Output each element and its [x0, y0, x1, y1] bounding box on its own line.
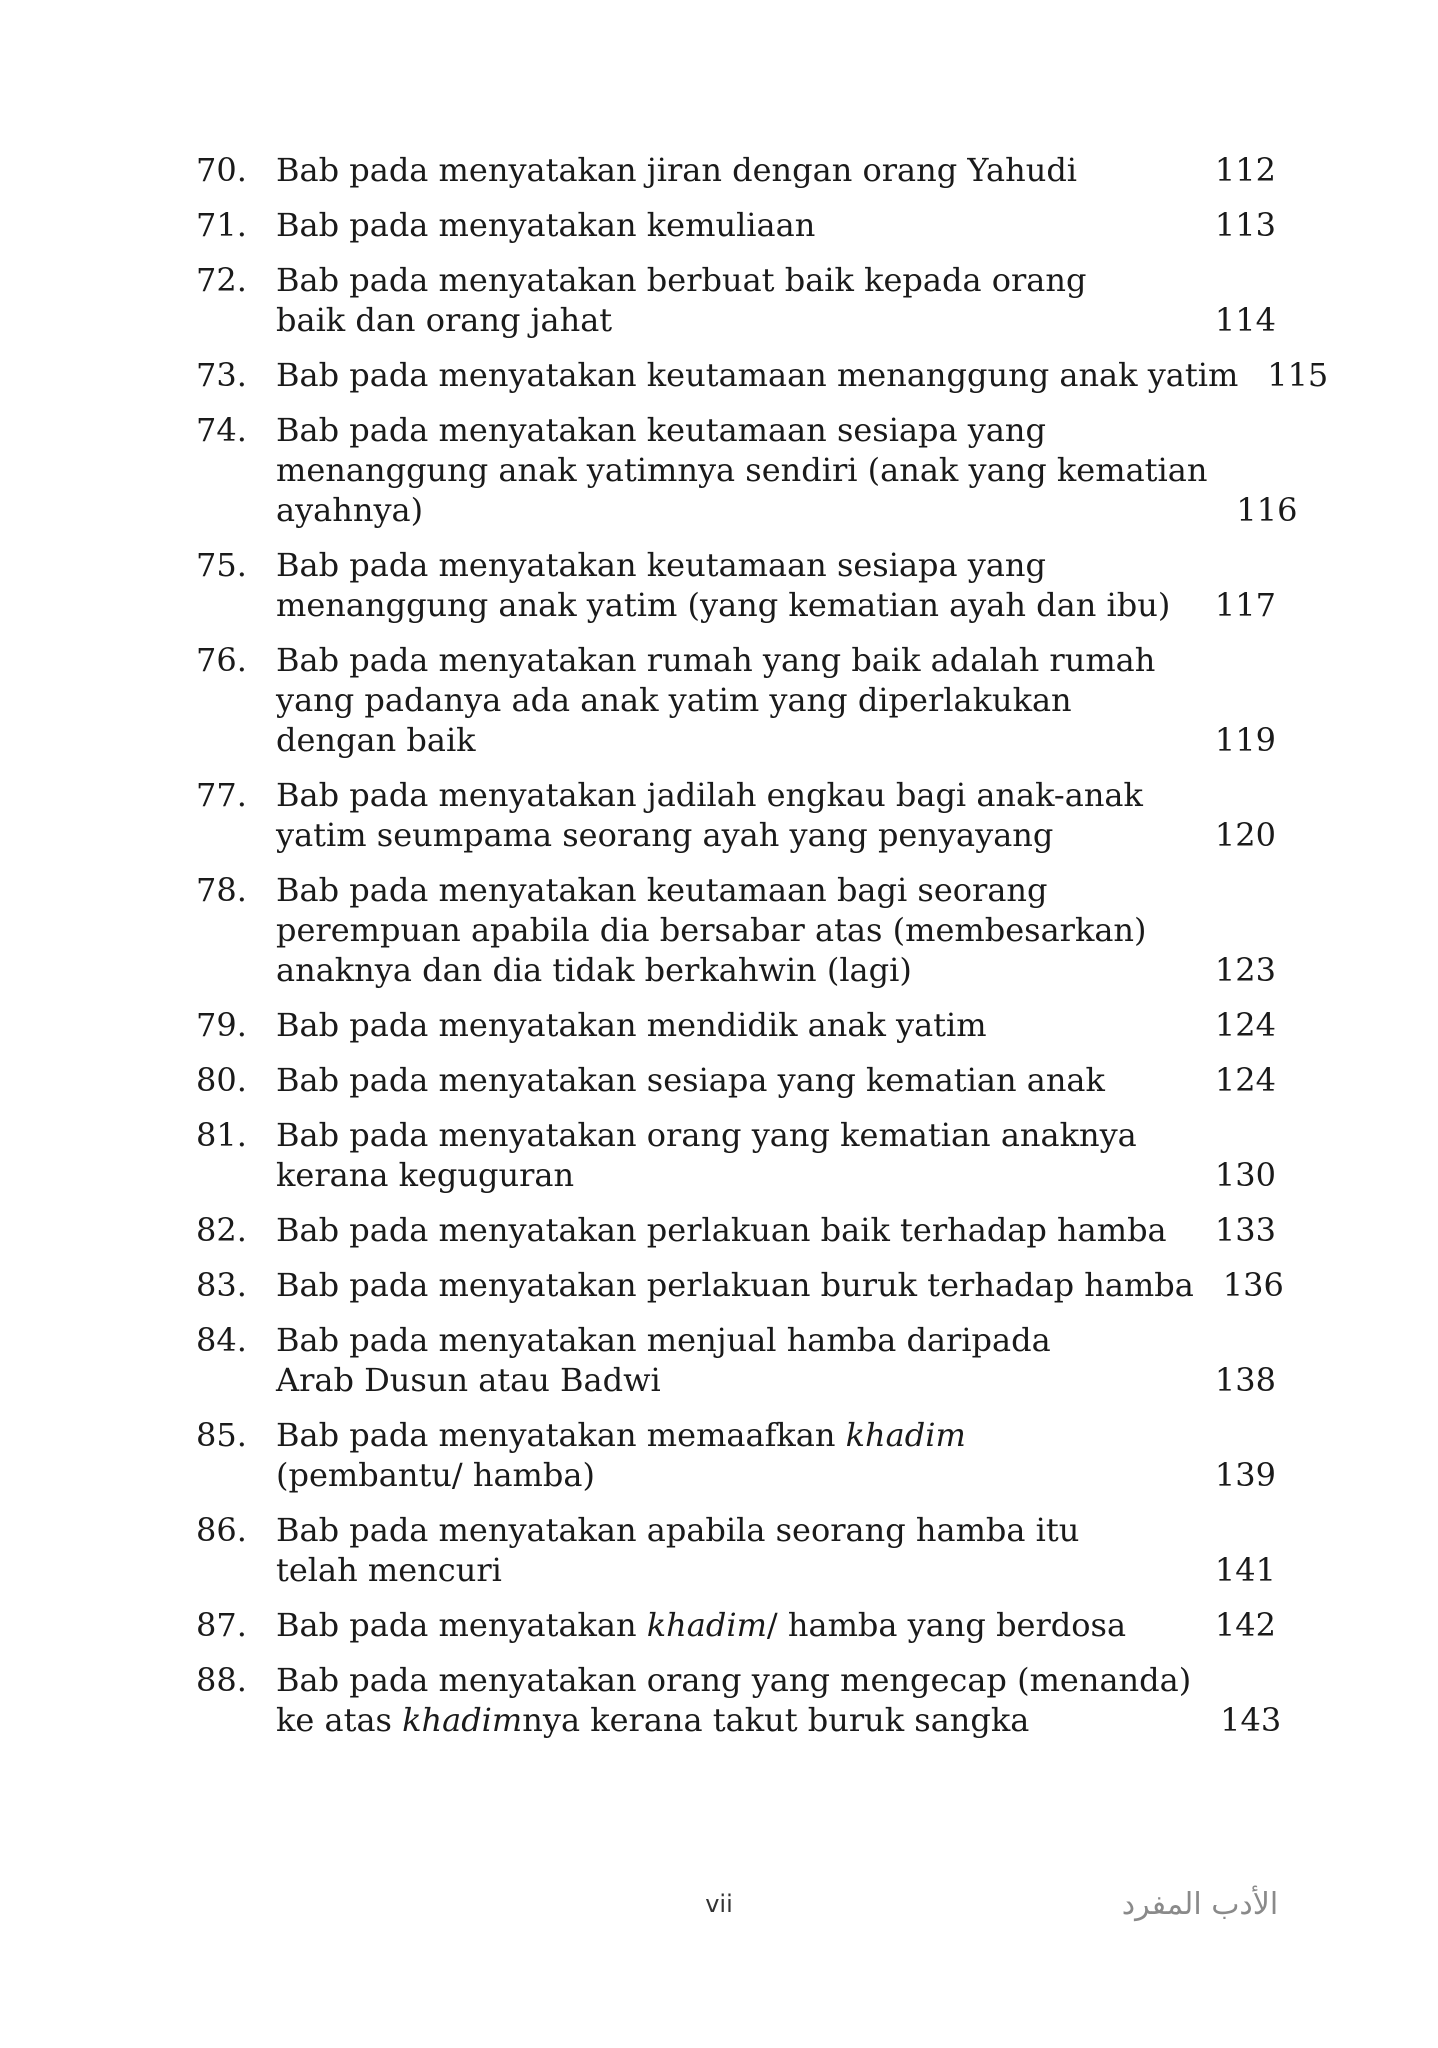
- title-text: ke atas: [276, 1701, 403, 1739]
- entry-page-number: 113: [1214, 206, 1276, 244]
- title-text: nya kerana takut buruk sangka: [522, 1701, 1030, 1739]
- entry-number: 79.: [196, 1006, 247, 1044]
- entry-page-number: 142: [1214, 1606, 1276, 1644]
- title-text: perempuan apabila dia bersabar atas (membesarkan): [276, 911, 1147, 949]
- entry-number: 85.: [196, 1416, 247, 1454]
- entry-number: 71.: [196, 206, 247, 244]
- entry-number: 72.: [196, 261, 247, 299]
- toc-entry: [196, 260, 1276, 340]
- entry-title-line: [276, 720, 1186, 760]
- entry-number: 88.: [196, 1661, 247, 1699]
- entry-page-number: 136: [1222, 1266, 1284, 1304]
- entry-page-number: 120: [1214, 816, 1276, 854]
- entry-page-number: 123: [1214, 951, 1276, 989]
- entry-number: 80.: [196, 1061, 247, 1099]
- entry-title-line: [276, 1115, 1186, 1155]
- entry-title-line: [276, 640, 1186, 680]
- title-text: Bab pada menyatakan memaafkan: [276, 1416, 846, 1454]
- title-text: Bab pada menyatakan orang yang mengecap (menanda): [276, 1661, 1192, 1699]
- entry-number: 70.: [196, 151, 247, 189]
- entry-page-number: 141: [1214, 1551, 1276, 1589]
- entry-number: 83.: [196, 1266, 247, 1304]
- entry-title-line: [276, 1660, 1191, 1700]
- table-of-contents: [196, 150, 1329, 1755]
- toc-entry: [196, 150, 1276, 190]
- entry-title-line: [276, 870, 1186, 910]
- toc-entry: [196, 1415, 1276, 1495]
- entry-title-line: [276, 1415, 1186, 1455]
- entry-title-line: [276, 410, 1207, 450]
- entry-title-line: [276, 1005, 1186, 1045]
- entry-title-line: [276, 1455, 1186, 1495]
- toc-entry: [196, 1265, 1284, 1305]
- entry-title: [276, 775, 1186, 855]
- entry-title-line: [276, 775, 1186, 815]
- entry-title: [276, 1060, 1186, 1100]
- entry-page-number: 116: [1236, 491, 1298, 529]
- entry-page-number: 117: [1214, 586, 1276, 624]
- title-text: Bab pada menyatakan keutamaan bagi seorang: [276, 871, 1048, 909]
- entry-title: [276, 1605, 1186, 1645]
- entry-title-line: [276, 545, 1186, 585]
- entry-page-number: 115: [1267, 356, 1329, 394]
- entry-title: [276, 260, 1186, 340]
- toc-entry: [196, 775, 1276, 855]
- entry-title-line: [276, 300, 1186, 340]
- toc-entry: [196, 640, 1276, 760]
- entry-page-number: 119: [1214, 721, 1276, 759]
- title-text: Bab pada menyatakan mendidik anak yatim: [276, 1006, 987, 1044]
- entry-title-line: [276, 1700, 1191, 1740]
- title-text: Bab pada menyatakan jadilah engkau bagi anak-anak: [276, 776, 1143, 814]
- entry-title-line: [276, 260, 1186, 300]
- toc-entry: [196, 1510, 1276, 1590]
- entry-number: 78.: [196, 871, 247, 909]
- title-text: Bab pada menyatakan kemuliaan: [276, 206, 816, 244]
- title-text: ayahnya): [276, 491, 424, 529]
- title-text: kerana keguguran: [276, 1156, 575, 1194]
- entry-title: [276, 640, 1186, 760]
- page-number: vii: [705, 1890, 733, 1918]
- entry-page-number: 124: [1214, 1006, 1276, 1044]
- entry-page-number: 133: [1214, 1211, 1276, 1249]
- title-text: Bab pada menyatakan perlakuan baik terhadap hamba: [276, 1211, 1167, 1249]
- title-text: Bab pada menyatakan menjual hamba daripada: [276, 1321, 1051, 1359]
- entry-title-line: [276, 1265, 1194, 1305]
- title-text: Bab pada menyatakan rumah yang baik adalah rumah: [276, 641, 1156, 679]
- italic-term: khadim: [402, 1701, 523, 1739]
- toc-entry: [196, 1005, 1276, 1045]
- entry-title-line: [276, 1510, 1186, 1550]
- entry-title-line: [276, 1360, 1186, 1400]
- title-text: telah mencuri: [276, 1551, 502, 1589]
- entry-title: [276, 1660, 1191, 1740]
- toc-entry: [196, 1605, 1276, 1645]
- entry-number: 74.: [196, 411, 247, 449]
- title-text: menanggung anak yatimnya sendiri (anak yang kematian: [276, 451, 1208, 489]
- entry-number: 75.: [196, 546, 247, 584]
- book-title-calligraphy-logo: [1121, 1872, 1279, 1932]
- entry-title-line: [276, 355, 1238, 395]
- entry-page-number: 124: [1214, 1061, 1276, 1099]
- entry-number: 77.: [196, 776, 247, 814]
- entry-title-line: [276, 490, 1207, 530]
- entry-title-line: [276, 1210, 1186, 1250]
- toc-entry: [196, 545, 1276, 625]
- entry-title: [276, 1210, 1186, 1250]
- title-text: Arab Dusun atau Badwi: [276, 1361, 661, 1399]
- title-text: Bab pada menyatakan orang yang kematian anaknya: [276, 1116, 1137, 1154]
- toc-entry: [196, 1115, 1276, 1195]
- entry-title-line: [276, 815, 1186, 855]
- entry-title-line: [276, 585, 1186, 625]
- entry-page-number: 112: [1214, 151, 1276, 189]
- italic-term: khadim: [845, 1416, 966, 1454]
- title-text: dengan baik: [276, 721, 476, 759]
- title-text: baik dan orang jahat: [276, 301, 613, 339]
- entry-page-number: 114: [1214, 301, 1276, 339]
- entry-title-line: [276, 1605, 1186, 1645]
- entry-title-line: [276, 910, 1186, 950]
- entry-title: [276, 410, 1207, 530]
- toc-entry: [196, 1660, 1282, 1740]
- title-text: / hamba yang berdosa: [766, 1606, 1127, 1644]
- toc-entry: [196, 1320, 1276, 1400]
- entry-title: [276, 1265, 1194, 1305]
- logo-text: الأدب المفرد: [1121, 1887, 1279, 1922]
- toc-entry: [196, 870, 1276, 990]
- entry-title: [276, 1115, 1186, 1195]
- entry-number: 73.: [196, 356, 247, 394]
- entry-title: [276, 355, 1238, 395]
- toc-entry: [196, 355, 1329, 395]
- entry-number: 81.: [196, 1116, 247, 1154]
- toc-entry: [196, 205, 1276, 245]
- entry-title: [276, 545, 1186, 625]
- title-text: Bab pada menyatakan perlakuan buruk terhadap hamba: [276, 1266, 1194, 1304]
- entry-title-line: [276, 450, 1207, 490]
- entry-page-number: 138: [1214, 1361, 1276, 1399]
- title-text: Bab pada menyatakan keutamaan menanggung anak yatim: [276, 356, 1239, 394]
- title-text: Bab pada menyatakan keutamaan sesiapa yang: [276, 546, 1047, 584]
- entry-title-line: [276, 205, 1186, 245]
- toc-entry: [196, 1060, 1276, 1100]
- entry-title-line: [276, 1060, 1186, 1100]
- title-text: Bab pada menyatakan keutamaan sesiapa yang: [276, 411, 1047, 449]
- entry-title-line: [276, 1550, 1186, 1590]
- entry-number: 87.: [196, 1606, 247, 1644]
- entry-title-line: [276, 1320, 1186, 1360]
- title-text: Bab pada menyatakan apabila seorang hamba itu: [276, 1511, 1080, 1549]
- title-text: Bab pada menyatakan berbuat baik kepada orang: [276, 261, 1087, 299]
- title-text: anaknya dan dia tidak berkahwin (lagi): [276, 951, 912, 989]
- title-text: Bab pada menyatakan jiran dengan orang Yahudi: [276, 151, 1078, 189]
- title-text: yatim seumpama seorang ayah yang penyayang: [276, 816, 1054, 854]
- entry-page-number: 143: [1220, 1701, 1282, 1739]
- entry-number: 86.: [196, 1511, 247, 1549]
- entry-page-number: 139: [1214, 1456, 1276, 1494]
- title-text: yang padanya ada anak yatim yang diperlakukan: [276, 681, 1072, 719]
- entry-title: [276, 870, 1186, 990]
- title-text: Bab pada menyatakan: [276, 1606, 647, 1644]
- entry-number: 84.: [196, 1321, 247, 1359]
- entry-title: [276, 205, 1186, 245]
- entry-title-line: [276, 150, 1186, 190]
- title-text: (pembantu/ hamba): [276, 1456, 595, 1494]
- entry-title-line: [276, 1155, 1186, 1195]
- entry-title-line: [276, 680, 1186, 720]
- entry-page-number: 130: [1214, 1156, 1276, 1194]
- entry-title: [276, 1510, 1186, 1590]
- entry-title: [276, 1320, 1186, 1400]
- entry-title: [276, 150, 1186, 190]
- toc-entry: [196, 1210, 1276, 1250]
- entry-number: 76.: [196, 641, 247, 679]
- title-text: menanggung anak yatim (yang kematian ayah dan ibu): [276, 586, 1171, 624]
- entry-number: 82.: [196, 1211, 247, 1249]
- entry-title: [276, 1415, 1186, 1495]
- entry-title-line: [276, 950, 1186, 990]
- italic-term: khadim: [646, 1606, 767, 1644]
- toc-entry: [196, 410, 1298, 530]
- entry-title: [276, 1005, 1186, 1045]
- title-text: Bab pada menyatakan sesiapa yang kematian anak: [276, 1061, 1105, 1099]
